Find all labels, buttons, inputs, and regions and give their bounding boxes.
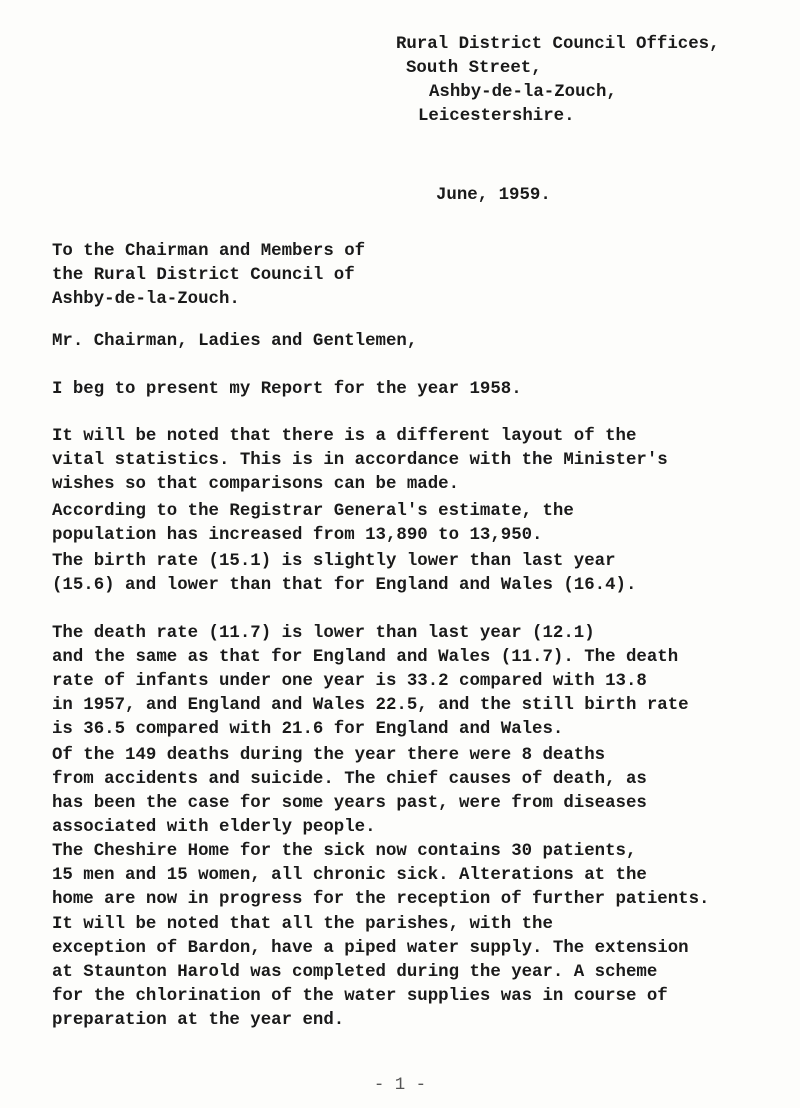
- addressee-block: [52, 240, 752, 312]
- paragraph-water-supply: It will be noted that all the parishes, with the exception of Bardon, have a piped water supply. The extension at Staunton Harold was completed during the year. A scheme for the chlorination of the water supplies was in course of preparation at the year end.: [52, 915, 689, 1030]
- paragraph-causes-of-death: Of the 149 deaths during the year there were 8 deaths from accidents and suicide. The chief causes of death, as has been the case for some years past, were from diseases associated with elderly people.: [52, 746, 647, 837]
- paragraph-population: According to the Registrar General's estimate, the population has increased from 13,890 to 13,950.: [52, 502, 574, 545]
- page-number: - 1 -: [373, 1076, 427, 1095]
- paragraph-report-intro: I beg to present my Report for the year 1958.: [52, 380, 522, 399]
- addressee-line: To the Chairman and Members of: [52, 242, 366, 261]
- paragraph-cheshire-home: The Cheshire Home for the sick now contains 30 patients, 15 men and 15 women, all chronic sick. Alterations at the home are now in progress for the reception of further patients.: [52, 842, 710, 909]
- address-line: South Street,: [406, 59, 542, 78]
- address-line: Leicestershire.: [418, 107, 575, 126]
- address-line: Rural District Council Offices,: [396, 35, 720, 54]
- letter-date: June, 1959.: [436, 186, 551, 205]
- paragraph-birth-rate: The birth rate (15.1) is slightly lower than last year (15.6) and lower than that for England and Wales (16.4).: [52, 552, 637, 595]
- addressee-line: the Rural District Council of: [52, 266, 355, 285]
- sender-address: [396, 33, 776, 129]
- salutation: Mr. Chairman, Ladies and Gentlemen,: [52, 332, 418, 351]
- paragraph-vital-statistics: It will be noted that there is a different layout of the vital statistics. This is in accordance with the Minister's wishes so that comparisons can be made.: [52, 427, 668, 494]
- address-line: Ashby-de-la-Zouch,: [429, 83, 617, 102]
- paragraph-death-rate: The death rate (11.7) is lower than last year (12.1) and the same as that for England and Wales (11.7). The death rate of infants under one year is 33.2 compared with 13.8 in 1957, and England and Wales 22.5, and the still birth rate is 36.5 compared with 21.6 for England and Wales.: [52, 624, 689, 739]
- addressee-line: Ashby-de-la-Zouch.: [52, 290, 240, 309]
